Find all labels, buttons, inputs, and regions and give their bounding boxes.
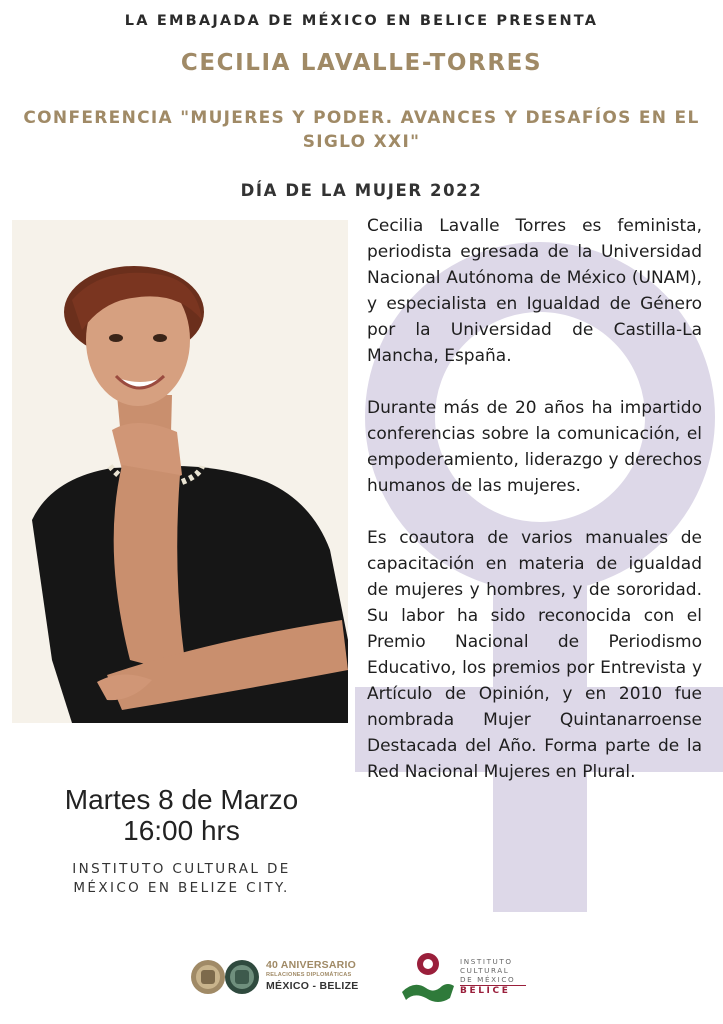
anniversary-countries: MÉXICO - BELIZE [266, 980, 359, 992]
belize-seal-icon [225, 960, 259, 994]
speaker-name: CECILIA LAVALLE-TORRES [180, 50, 543, 76]
mexico-seal-icon [191, 960, 225, 994]
portrait-illustration [12, 220, 348, 723]
event-datetime [0, 784, 363, 846]
event-time: 16:00 hrs [123, 815, 240, 846]
bio-paragraph-2: Durante más de 20 años ha impartido conferencias sobre la comunicación, el empoderamiento, liderazgo y derechos humanos de las mujeres. [367, 398, 702, 496]
anniversary-text [266, 959, 386, 992]
bio-paragraph-3: Es coautora de varios manuales de capacitación en materia de igualdad de mujeres y hombres, y de sororidad. Su labor ha sido reconocida con el Premio Nacional de Periodismo Educativo, los premios por Entrevista y Artículo de Opinión, y en 2010 fue nombrada Mujer Quintanarroense Destacada del Año. Forma parte de la Red Nacional Mujeres en Plural. [367, 528, 702, 782]
anniversary-title: 40 ANIVERSARIO [266, 959, 356, 971]
anniversary-subtitle: RELACIONES DIPLOMÁTICAS [266, 972, 352, 978]
conference-title: CONFERENCIA "MUJERES Y PODER. AVANCES Y DESAFÍOS EN EL SIGLO XXI" [23, 108, 700, 152]
presenter-line: LA EMBAJADA DE MÉXICO EN BELICE PRESENTA [124, 13, 599, 29]
instituto-cultural-text [460, 957, 550, 996]
bio-paragraph-1: Cecilia Lavalle Torres es feminista, periodista egresada de la Universidad Nacional Autónoma de México (UNAM), y especialista en Igualdad de Género por la Universidad de Castilla-La Mancha, España. [367, 216, 702, 366]
venue-line-2: MÉXICO EN BELIZE CITY. [73, 880, 290, 896]
speaker-photo [12, 220, 348, 723]
institute-line-4: BELICE [460, 985, 526, 996]
institute-line-3: DE MÉXICO [460, 975, 516, 984]
event-title: DÍA DE LA MUJER 2022 [240, 181, 483, 200]
instituto-cultural-logo-icon [398, 950, 456, 1008]
biography [367, 213, 702, 811]
event-date: Martes 8 de Marzo [64, 784, 299, 815]
event-venue [0, 860, 363, 898]
anniversary-seals [190, 957, 262, 997]
institute-line-2: CULTURAL [460, 966, 510, 975]
institute-line-1: INSTITUTO [460, 957, 513, 966]
venue-line-1: INSTITUTO CULTURAL DE [72, 861, 291, 877]
